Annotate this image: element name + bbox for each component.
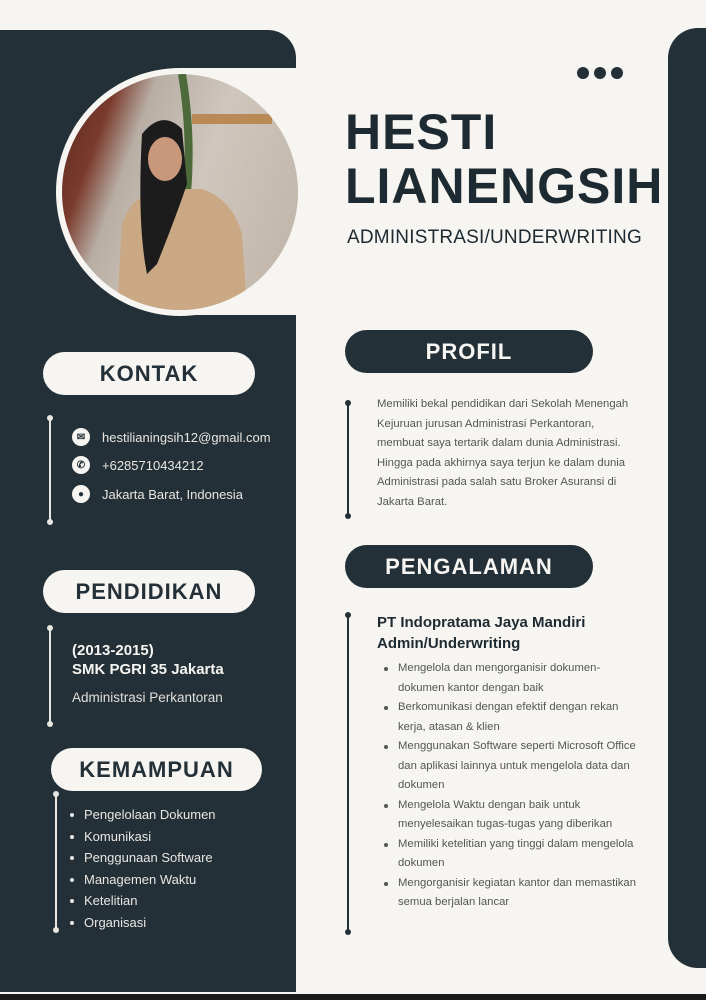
education-major: Administrasi Perkantoran	[72, 690, 223, 705]
contact-email[interactable]	[72, 428, 271, 446]
name-line-1: HESTI	[345, 104, 498, 160]
location-text: Jakarta Barat, Indonesia	[102, 486, 243, 502]
education-timeline-line	[49, 628, 51, 724]
job-entry	[377, 612, 585, 654]
education-school: SMK PGRI 35 Jakarta	[72, 661, 224, 678]
education-entry	[72, 641, 224, 679]
bottom-bar	[0, 994, 706, 1000]
skills-timeline-line	[55, 794, 57, 930]
name-line-2: LIANENGSIH	[345, 158, 664, 214]
duties-list	[382, 659, 642, 913]
education-years: (2013-2015)	[72, 642, 154, 659]
experience-timeline-line	[347, 615, 349, 932]
profile-heading: PROFIL	[345, 330, 593, 373]
job-title: ADMINISTRASI/UNDERWRITING	[347, 227, 642, 248]
skill-item: Organisasi	[68, 912, 216, 934]
skill-item: Ketelitian	[68, 890, 216, 912]
contact-heading: KONTAK	[43, 352, 255, 395]
email-text: hestilianingsih12@gmail.com	[102, 429, 271, 445]
duty-item: Mengelola Waktu dengan baik untuk menyelesaikan tugas-tugas yang diberikan	[382, 796, 642, 835]
full-name	[345, 105, 663, 213]
skills-heading: KEMAMPUAN	[51, 748, 262, 791]
contact-location	[72, 485, 243, 503]
duty-item: Menggunakan Software seperti Microsoft Office dan aplikasi lainnya untuk mengelola data dan dokumen	[382, 737, 642, 796]
right-decor-panel	[668, 28, 706, 968]
profile-timeline-line	[347, 403, 349, 516]
duty-item: Mengelola dan mengorganisir dokumen-dokumen kantor dengan baik	[382, 659, 642, 698]
experience-heading: PENGALAMAN	[345, 545, 593, 588]
profile-photo	[62, 74, 298, 310]
skill-item: Pengelolaan Dokumen	[68, 804, 216, 826]
duty-item: Memiliki ketelitian yang tinggi dalam mengelola dokumen	[382, 835, 642, 874]
job-position: Admin/Underwriting	[377, 635, 521, 652]
profile-text: Memiliki bekal pendidikan dari Sekolah Menengah Kejuruan jurusan Administrasi Perkantoran, membuat saya tertarik dalam dunia Administrasi. Hingga pada akhirnya saya terjun ke dalam dunia Administrasi pada salah satu Broker Asuransi di Jakarta Barat.	[377, 398, 629, 508]
company-name: PT Indopratama Jaya Mandiri	[377, 614, 586, 631]
email-icon: ✉	[72, 428, 90, 446]
skills-list	[68, 804, 216, 933]
skill-item: Komunikasi	[68, 826, 216, 848]
more-dots-icon	[577, 67, 623, 79]
skill-item: Managemen Waktu	[68, 869, 216, 891]
duty-item: Berkomunikasi dengan efektif dengan rekan kerja, atasan & klien	[382, 698, 642, 737]
contact-phone[interactable]	[72, 456, 204, 474]
location-pin-icon: ●	[72, 485, 90, 503]
phone-icon: ✆	[72, 456, 90, 474]
skill-item: Penggunaan Software	[68, 847, 216, 869]
phone-text: +6285710434212	[102, 457, 204, 473]
education-heading: PENDIDIKAN	[43, 570, 255, 613]
duty-item: Mengorganisir kegiatan kantor dan memastikan semua berjalan lancar	[382, 874, 642, 913]
contact-timeline-line	[49, 418, 51, 522]
